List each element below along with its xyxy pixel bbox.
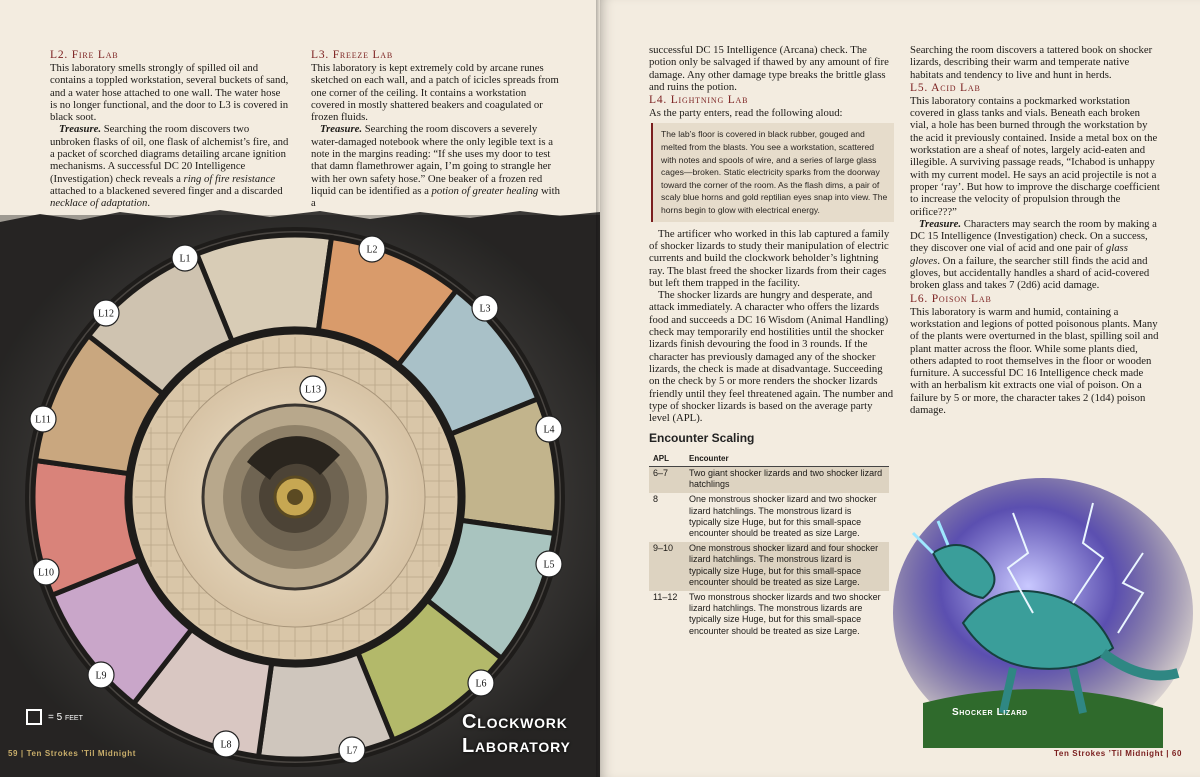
encounter-cell: Two monstrous shocker lizards and two shocker lizard hatchlings. The monstrous lizards are typically size Huge, but for this small-space encounter should be treated as size Large. — [689, 591, 881, 636]
room-label: L6 — [475, 678, 487, 690]
encounter-scaling-table — [649, 451, 889, 640]
clockwork-laboratory-map — [0, 200, 600, 777]
l6-description: This laboratory is warm and humid, containing a workstation and legions of potted poisonous plants. Many of the plants were overturned in the blast, spilling soil and plant matter across the floor. While some plants died, others adapted to root themselves in the floor or wooden furniture. A successful DC 16 Intelligence check made with an herbalism kit extracts one vial of poison. On a failure by 5 or more, the character takes 2 (1d4) poison damage. — [910, 305, 1159, 417]
text-run: . On a failure, the searcher still finds the acid and gloves, but accidentally handles a shard of acid-covered broken glass and takes 7 (2d6) acid damage. — [910, 254, 1150, 292]
room-label: L3 — [479, 303, 491, 315]
treasure-label: Treasure. — [919, 217, 962, 230]
l4-heading: L4. Lightning Lab — [649, 94, 749, 107]
l3-description: This laboratory is kept extremely cold by arcane runes sketched on each wall, and a patch of icicles spreads from one corner of the ceiling. It contains a workstation covered in mostly shattered beakers and coagulated or frozen fluids. — [311, 62, 559, 124]
text-run: Searching the room discovers two unbroken flasks of oil, one flask of alchemist’s fire, and a packet of scorched diagrams detailing arcane ignition mechanisms. A successful DC 20 Intelligence (Investigation) check reveals a — [50, 123, 289, 185]
magic-item: glass gloves — [910, 242, 1128, 267]
l2-section — [50, 48, 290, 210]
map-title-line1: Clockwork — [462, 711, 568, 733]
l2-heading: L2. Fire Lab — [50, 49, 119, 61]
right-column-2 — [910, 44, 1160, 416]
encounter-cell: Two giant shocker lizards and two shocker lizard hatchlings — [685, 466, 889, 493]
room-label: L5 — [543, 559, 555, 571]
room-label: L9 — [95, 670, 107, 682]
right-footer: Ten Strokes ’Til Midnight | 60 — [1054, 749, 1182, 758]
l4-continued: Searching the room discovers a tattered book on shocker lizards, describing their warm and temperate native habitats and tendency to live and hunt in herds. — [910, 44, 1153, 81]
magic-item: necklace of adaptation — [50, 197, 148, 210]
apl-cell: 8 — [653, 494, 659, 505]
table-row — [649, 493, 889, 542]
room-label: L13 — [304, 384, 322, 396]
col-header-encounter: Encounter — [685, 451, 889, 467]
room-label: L7 — [346, 745, 358, 757]
room-label: L2 — [366, 244, 378, 256]
l2-treasure — [50, 123, 290, 209]
encounter-cell: One monstrous shocker lizard and four shocker lizard hatchlings. The monstrous lizard is typically size Huge, but for this small-space encounter should be treated as size Large. — [685, 542, 889, 591]
text-run: with a — [311, 184, 560, 210]
l4-paragraph-2: The shocker lizards are hungry and desperate, and attack immediately. A character who offers the lizards food and succeeds a DC 16 Wisdom (Animal Handling) check may temporarily end hostilities until the shocker lizards finish devouring the food in 3 rounds. If the character has previously damaged any of the shocker lizards, the check is made at disadvantage. Succeeding on the check by 5 or more renders the shocker lizards friendly until they feel threatened again. The number and type of shocker lizards is based on the average party level (APL). — [649, 289, 894, 425]
room-label: L10 — [37, 567, 55, 579]
apl-cell: 11–12 — [653, 591, 678, 602]
apl-cell: 6–7 — [649, 466, 685, 493]
l6-heading: L6. Poison Lab — [910, 292, 992, 305]
table-row — [649, 466, 889, 493]
room-label: L4 — [543, 424, 555, 436]
table-row — [649, 542, 889, 591]
room-label: L8 — [220, 739, 232, 751]
magic-item: potion of greater healing — [431, 184, 539, 197]
illustration-caption: Shocker Lizard — [952, 707, 1028, 718]
read-aloud-box: The lab’s floor is covered in black rubber, gouged and melted from the blasts. You see a workstation, scattered with notes and spools of wire, and a series of large glass cages—broken. Static electricity sparks from the doorway toward the corner of the room. As the flash dims, a pair of scaly blue horns and gold reptilian eyes snap into view. The horns begin to glow with electrical energy. — [651, 123, 894, 221]
l3-treasure — [311, 123, 561, 209]
col-header-apl: APL — [649, 451, 685, 467]
shocker-lizard-illustration — [893, 473, 1193, 748]
l3-section — [311, 48, 561, 210]
right-column-1 — [649, 44, 894, 640]
map-scale — [26, 709, 83, 725]
text-run: Searching the room discovers a severely water-damaged notebook where the only legible text is a note in the margins reading: “If she uses my door to test that damn flamethrower again, I’m going to strangle her with her own safety hose.” One beaker of a frozen red liquid can be identified as a — [311, 123, 553, 197]
l4-intro: As the party enters, read the following aloud: — [649, 107, 843, 120]
encounter-scaling-heading: Encounter Scaling — [649, 431, 755, 446]
text-run: Characters may search the room by making a DC 15 Intelligence (Investigation) check. On a success, they discover one vial of acid and one pair of — [910, 217, 1157, 255]
text-run: attached to a blackened severed finger and a discarded — [50, 184, 283, 197]
encounter-cell: One monstrous shocker lizard and two shocker lizard hatchlings. The monstrous lizard is typically size Huge, but for this small-space encounter should be treated as size Large. — [689, 494, 877, 538]
text-run: . — [147, 197, 151, 210]
l3-continued: successful DC 15 Intelligence (Arcana) check. The potion only be salvaged if thawed by any amount of fire damage. Any other damage type breaks the brittle glass and ruins the potion. — [649, 44, 889, 93]
l3-heading: L3. Freeze Lab — [311, 49, 394, 61]
l4-paragraph-1: The artificer who worked in this lab captured a family of shocker lizards to study their manipulation of electric currents and build the clockwork beholder’s lightning ray. The blast freed the shocker lizards from their cages but left them trapped in the facility. — [649, 227, 890, 289]
map-title — [462, 710, 571, 758]
l2-description: This laboratory smells strongly of spilled oil and contains a toppled workstation, several buckets of sand, and a water hose attached to one wall. The water hose is no longer functional, and the door to L3 is covered in black soot. — [50, 62, 289, 124]
scale-text: = 5 feet — [48, 711, 83, 723]
magic-item: ring of fire resistance — [183, 172, 276, 185]
grid-square-icon — [26, 709, 42, 725]
map-title-line2: Laboratory — [462, 735, 571, 757]
apl-cell: 9–10 — [649, 542, 685, 591]
room-label: L11 — [35, 414, 51, 426]
room-label: L12 — [97, 308, 115, 320]
treasure-label: Treasure. — [59, 123, 102, 136]
room-label: L1 — [179, 253, 191, 265]
l5-treasure — [910, 218, 1160, 292]
table-row — [649, 591, 889, 640]
treasure-label: Treasure. — [320, 123, 363, 136]
l5-description: This laboratory contains a pockmarked workstation covered in glass tanks and vials. Beneath each broken vial, a hole has been burned through the workstation by the acid it previously contained. Inside a metal box on the workstation are a sheaf of notes, largely acid-eaten and illegible. A surviving passage reads, “Ichabod is unhappy with my current model. He says an acid projectile is not a proper ‘ray’. But how to improve the discharge coefficient to increase the velocity of propulsion through the orifice???” — [910, 94, 1160, 218]
left-footer: 59 | Ten Strokes ’Til Midnight — [8, 749, 136, 758]
l5-heading: L5. Acid Lab — [910, 81, 981, 94]
